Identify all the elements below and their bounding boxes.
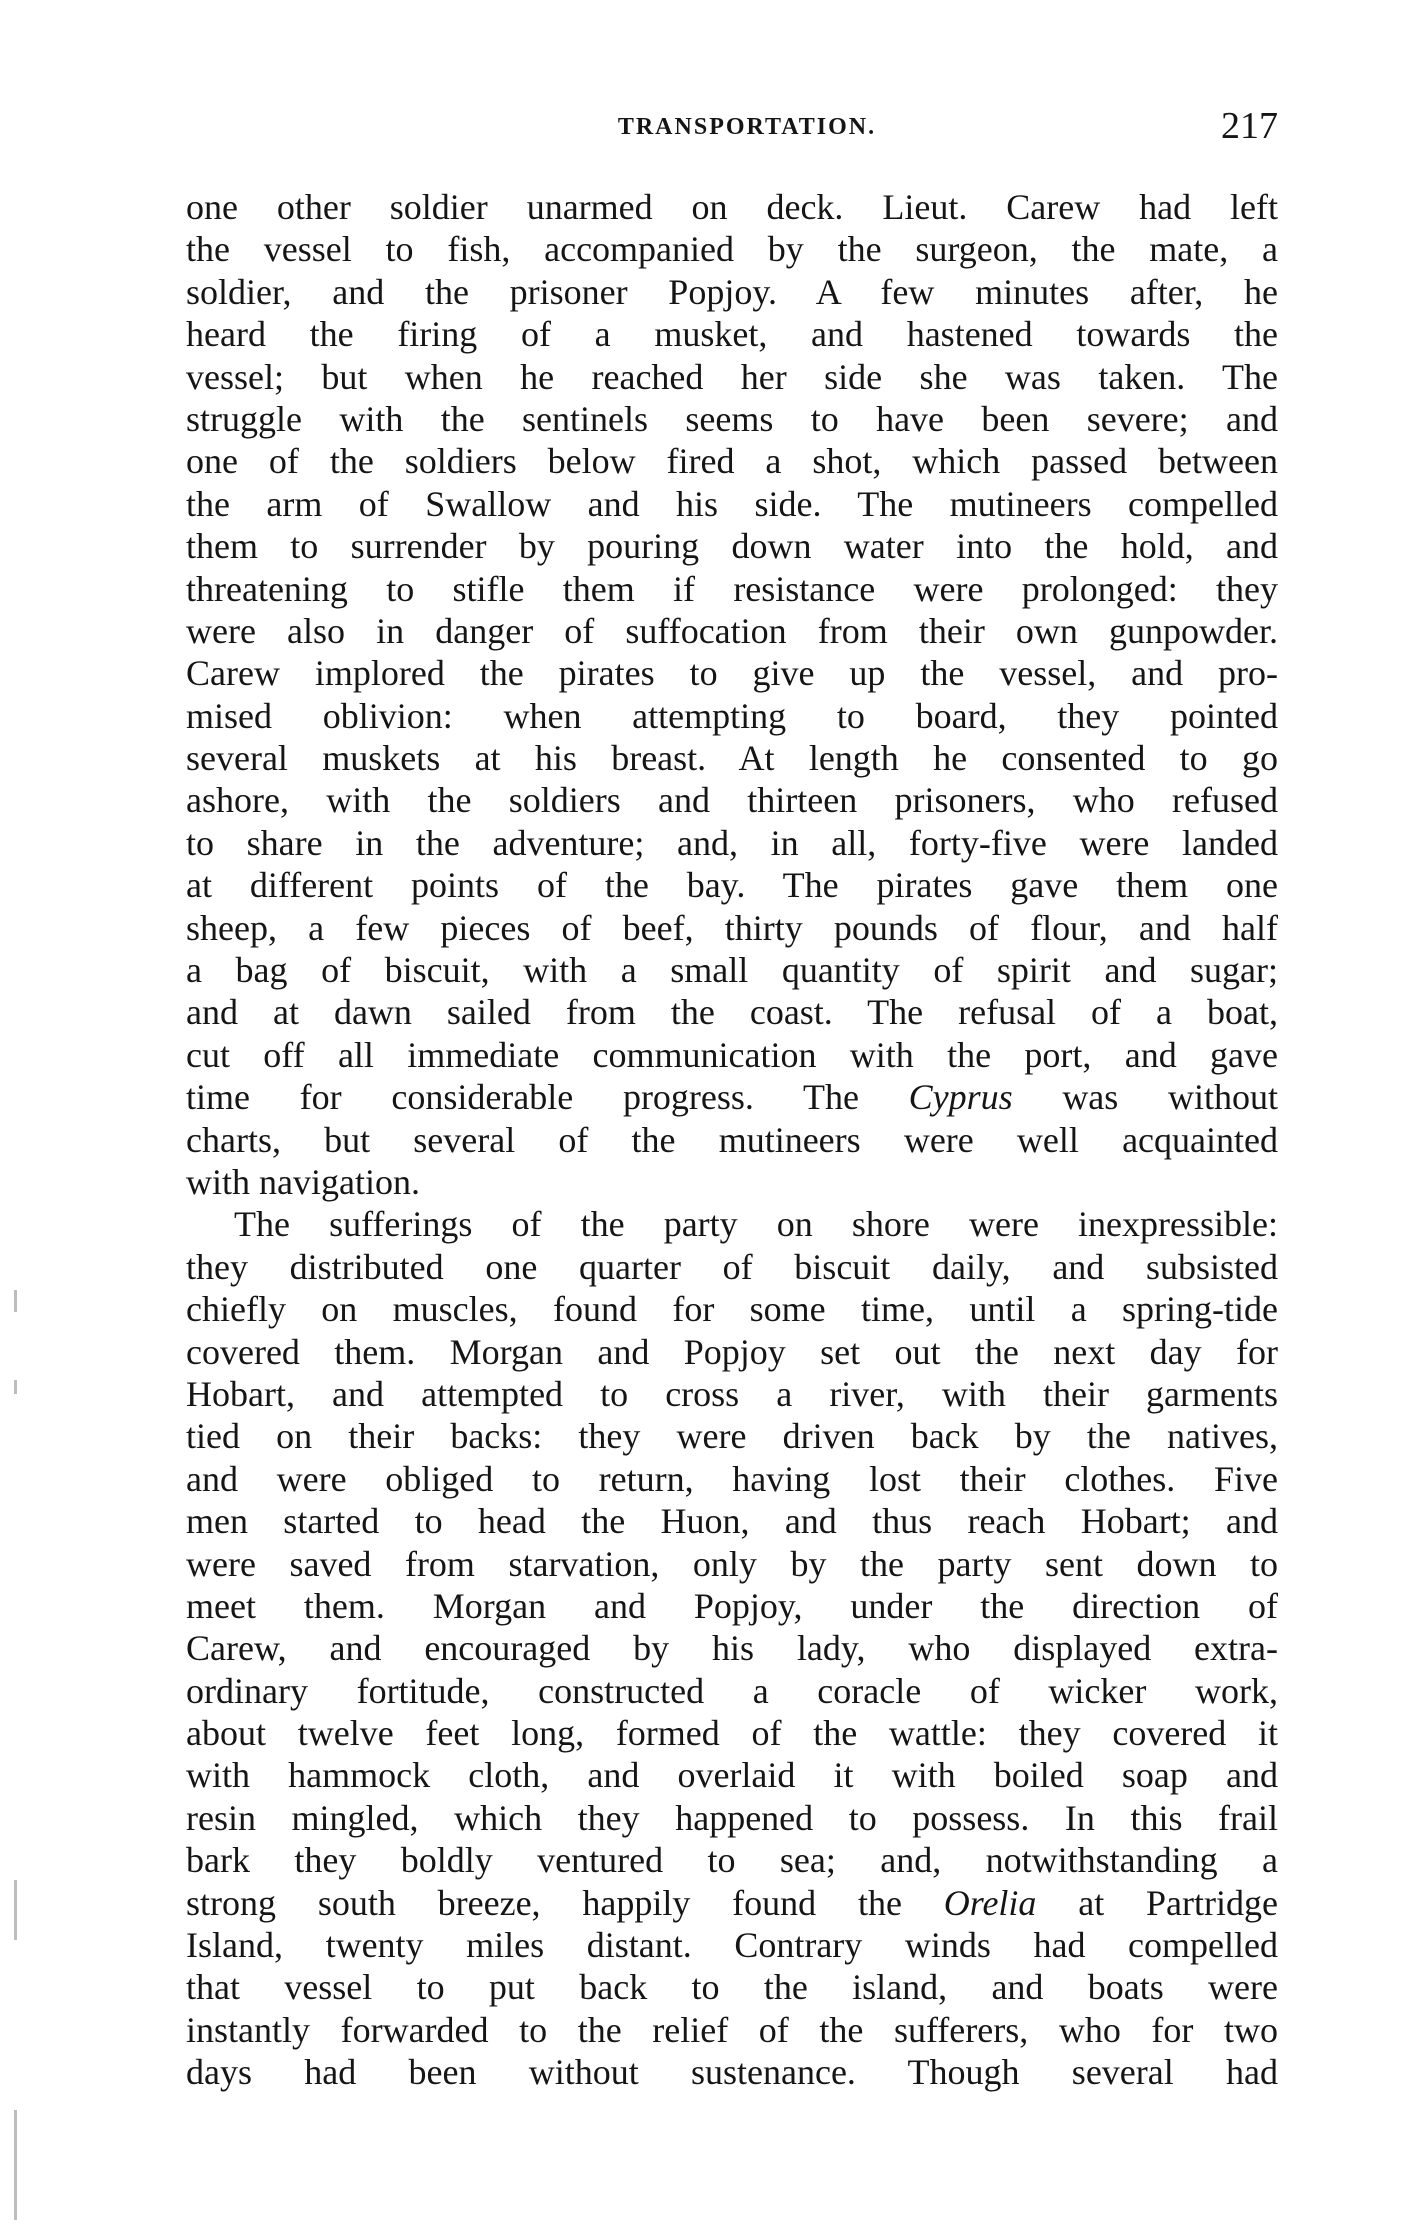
running-head [186,104,1278,154]
text-line: that vessel to put back to the island, and boats were [186,1967,1278,2008]
text-line: chiefly on muscles, found for some time, until a spring-tide [186,1289,1278,1330]
text-line: men started to head the Huon, and thus reach Hobart; and [186,1501,1278,1542]
text-line: bark they boldly ventured to sea; and, notwithstanding a [186,1840,1278,1881]
running-title: TRANSPORTATION. [617,114,877,140]
page-number: 217 [1221,105,1278,147]
text-line: Carew, and encouraged by his lady, who displayed extra- [186,1628,1278,1669]
text-line: soldier, and the prisoner Popjoy. A few minutes after, he [186,271,1278,312]
text-line: were saved from starvation, only by the party sent down to [186,1543,1278,1584]
text-line-italic-orelia: strong south breeze, happily found the Orelia at Partridge [186,1882,1278,1923]
text-line: the vessel to fish, accompanied by the surgeon, the mate, a [186,229,1278,270]
text-line: days had been without sustenance. Though several had [186,2052,1278,2093]
text-line: a bag of biscuit, with a small quantity of spirit and sugar; [186,950,1278,991]
text-line: the arm of Swallow and his side. The mutineers compelled [186,483,1278,524]
body-text [186,186,1278,2094]
scan-edge-mark [14,1880,17,1940]
text-line: ashore, with the soldiers and thirteen prisoners, who refused [186,780,1278,821]
text-line: sheep, a few pieces of beef, thirty pounds of flour, and half [186,907,1278,948]
scan-edge-mark [14,2110,17,2220]
text-line: several muskets at his breast. At length he consented to go [186,738,1278,779]
text-line: one other soldier unarmed on deck. Lieut. Carew had left [186,187,1278,227]
paragraph-end-line: with navigation. [186,1161,420,1202]
text-line: instantly forwarded to the relief of the sufferers, who for two [186,2009,1278,2050]
text-line: about twelve feet long, formed of the wattle: they covered it [186,1713,1278,1754]
text-line: heard the firing of a musket, and hastened towards the [186,314,1278,355]
text-line: vessel; but when he reached her side she was taken. The [186,356,1278,397]
text-line: Hobart, and attempted to cross a river, with their garments [186,1373,1278,1414]
text-line: Carew implored the pirates to give up the vessel, and pro- [186,653,1278,694]
text-line: mised oblivion: when attempting to board, they pointed [186,695,1278,736]
text-line-italic-cyprus: time for considerable progress. The Cyprus was without [186,1077,1278,1118]
text-line: threatening to stifle them if resistance were prolonged: they [186,568,1278,609]
text-line: at different points of the bay. The pirates gave them one [186,865,1278,906]
text-line: meet them. Morgan and Popjoy, under the direction of [186,1585,1278,1626]
scan-edge-mark [14,1290,17,1312]
text-line: they distributed one quarter of biscuit daily, and subsisted [186,1246,1278,1287]
text-line: cut off all immediate communication with the port, and gave [186,1034,1278,1075]
text-line: with hammock cloth, and overlaid it with boiled soap and [186,1755,1278,1796]
text-line: ordinary fortitude, constructed a coracle of wicker work, [186,1670,1278,1711]
text-line: tied on their backs: they were driven back by the natives, [186,1416,1278,1457]
text-line: one of the soldiers below fired a shot, which passed between [186,441,1278,482]
text-line: charts, but several of the mutineers were well acquainted [186,1119,1278,1160]
text-line: struggle with the sentinels seems to have been severe; and [186,398,1278,439]
text-line: were also in danger of suffocation from their own gunpowder. [186,610,1278,651]
text-line: and were obliged to return, having lost their clothes. Five [186,1458,1278,1499]
text-line: them to surrender by pouring down water into the hold, and [186,526,1278,567]
scan-edge-mark [14,1380,17,1394]
text-line: resin mingled, which they happened to possess. In this frail [186,1797,1278,1838]
text-line: covered them. Morgan and Popjoy set out the next day for [186,1331,1278,1372]
text-line: and at dawn sailed from the coast. The refusal of a boat, [186,992,1278,1033]
text-line: to share in the adventure; and, in all, forty-five were landed [186,822,1278,863]
paragraph-start-line: The sufferings of the party on shore were inexpressible: [234,1204,1278,1245]
text-line: Island, twenty miles distant. Contrary winds had compelled [186,1925,1278,1966]
